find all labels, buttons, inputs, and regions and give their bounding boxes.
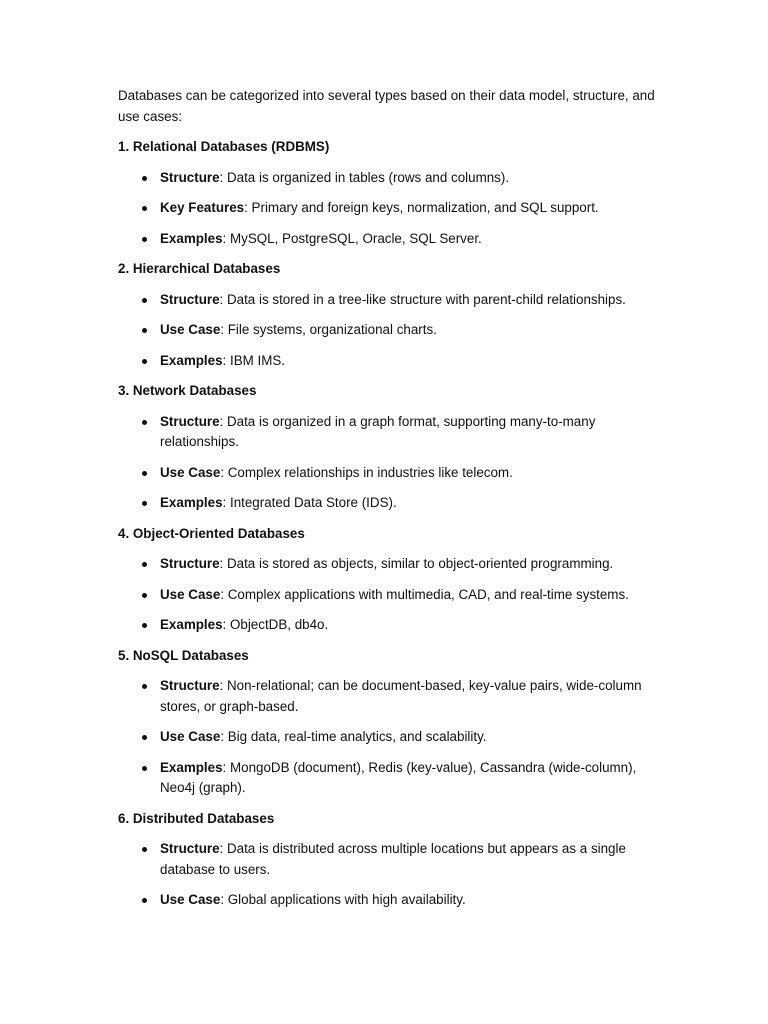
list-item [118,351,658,372]
item-text: : Integrated Data Store (IDS). [222,495,397,510]
bullet-icon [142,735,147,740]
item-text: : IBM IMS. [222,352,286,368]
item-term: Structure [160,678,220,693]
bullet-list [118,412,658,514]
item-term: Key Features [160,200,245,215]
item-term: Examples [160,352,223,368]
bullet-icon [142,562,147,567]
item-term: Use Case [160,586,221,602]
item-term: Structure [160,169,220,185]
item-text: : MySQL, PostgreSQL, Oracle, SQL Server. [222,230,482,246]
bullet-icon [142,593,147,598]
bullet-list [118,168,658,250]
list-item [118,554,658,575]
item-text: : Global applications with high availability. [220,892,466,907]
item-term: Use Case [160,322,221,337]
bullet-list [118,554,658,636]
list-item [118,890,658,911]
section-heading: 3. Network Databases [118,383,257,398]
item-term: Structure [160,413,220,429]
intro-paragraph: Databases can be categorized into several types based on their data model, structure, and use cases: [118,88,655,124]
list-item [118,168,658,189]
item-text: : Data is stored in a tree-like structure with parent-child relationships. [219,291,626,307]
section-heading: 4. Object-Oriented Databases [118,525,305,541]
bullet-icon [142,898,147,903]
bullet-icon [142,298,147,303]
bullet-icon [142,501,147,506]
item-term: Use Case [160,464,221,480]
bullet-list [118,839,658,911]
list-item [118,727,658,748]
item-term: Use Case [160,729,221,744]
list-item [118,463,658,484]
list-item [118,290,658,311]
bullet-icon [142,684,147,689]
item-term: Examples [160,230,223,246]
list-item [118,229,658,250]
bullet-list [118,290,658,372]
bullet-icon [142,359,147,364]
item-text: : ObjectDB, db4o. [222,617,329,632]
item-text: : File systems, organizational charts. [220,322,437,337]
item-term: Examples [160,495,223,510]
section-nosql [118,646,658,799]
section-relational [118,137,658,249]
section-hierarchical [118,259,658,371]
bullet-list [118,676,658,799]
item-text: : MongoDB (document), Redis (key-value), Cassandra (wide-column), Neo4j (graph). [160,759,637,795]
list-item [118,676,658,717]
bullet-icon [142,206,147,211]
item-text: : Big data, real-time analytics, and scalability. [220,729,487,744]
item-text: : Data is stored as objects, similar to object-oriented programming. [219,556,614,571]
section-heading: 6. Distributed Databases [118,810,275,826]
item-term: Structure [160,291,220,307]
list-item [118,839,658,880]
item-text: : Complex relationships in industries like telecom. [220,464,513,480]
item-text: : Data is organized in a graph format, supporting many-to-many relationships. [160,413,596,449]
section-heading: 1. Relational Databases (RDBMS) [118,139,330,154]
item-text: : Data is organized in tables (rows and columns). [219,169,510,185]
section-heading: 2. Hierarchical Databases [118,261,281,276]
item-term: Use Case [160,892,221,907]
section-distributed [118,809,658,911]
list-item [118,758,658,799]
bullet-icon [142,847,147,852]
list-item [118,412,658,453]
item-text: : Primary and foreign keys, normalization, and SQL support. [244,200,599,215]
bullet-icon [142,420,147,425]
item-term: Structure [160,556,220,571]
section-object-oriented [118,524,658,636]
section-network [118,381,658,514]
section-heading: 5. NoSQL Databases [118,647,249,663]
item-term: Structure [160,841,220,856]
list-item [118,493,658,514]
document-page [118,86,658,921]
item-text: : Data is distributed across multiple locations but appears as a single database to users. [160,841,626,877]
item-text: : Complex applications with multimedia, CAD, and real-time systems. [220,586,629,602]
bullet-icon [142,237,147,242]
item-term: Examples [160,759,223,775]
list-item [118,320,658,341]
bullet-icon [142,471,147,476]
item-term: Examples [160,617,223,632]
list-item [118,585,658,606]
bullet-icon [142,766,147,771]
item-text: : Non-relational; can be document-based, key-value pairs, wide-column stores, or graph-based. [160,678,642,714]
bullet-icon [142,328,147,333]
list-item [118,198,658,219]
bullet-icon [142,623,147,628]
list-item [118,615,658,636]
bullet-icon [142,176,147,181]
